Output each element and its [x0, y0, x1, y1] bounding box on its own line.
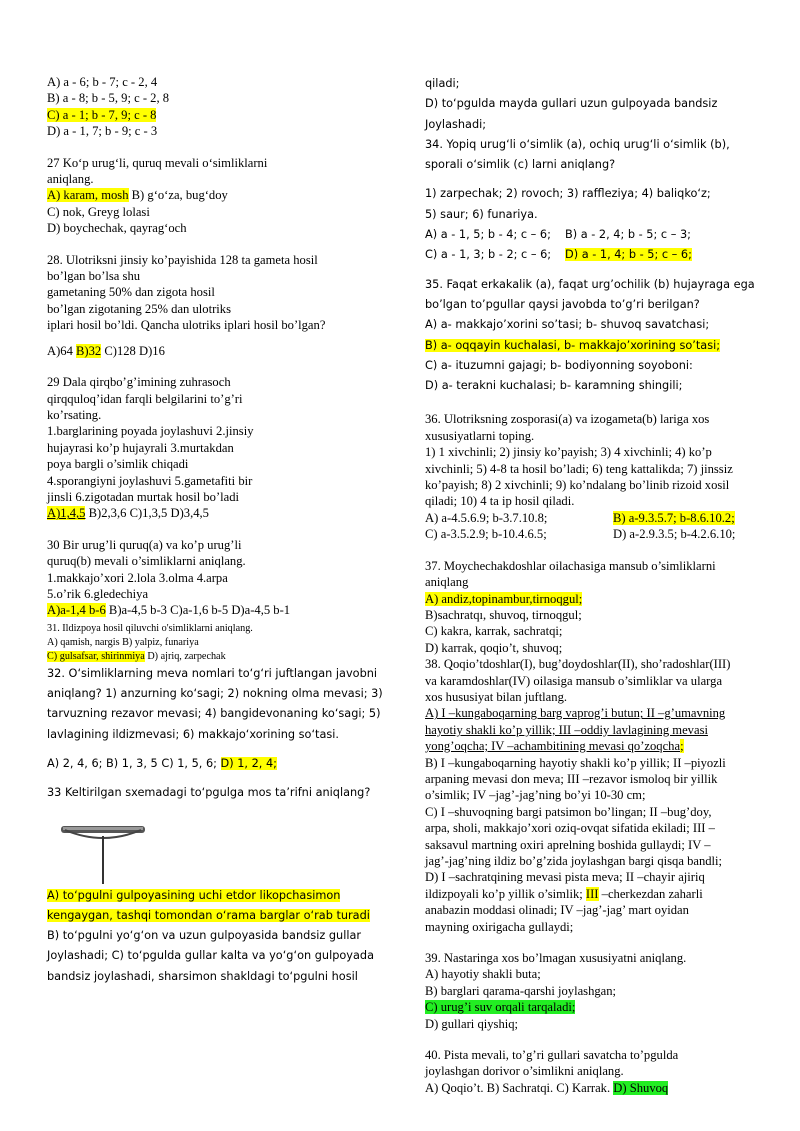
- option-d: D) boychechak, qayrag‘och: [47, 221, 187, 236]
- question-text: xivchinli; 5) 4-8 ta hosil bo’ladi; 6) teng kattalikda; 7) jinssiz: [425, 461, 733, 476]
- option-d-cont: –cherkezdan zaharli: [598, 886, 703, 901]
- option-b: B) barglari qarama-qarshi joylashgan;: [425, 983, 617, 998]
- option-a-answer: A)a-1,4 b-6: [47, 603, 106, 618]
- question-text: xos hususiyat bilan juftlang.: [425, 689, 568, 704]
- option-c: C) a - 1, 3; b - 2; c – 6;: [425, 248, 552, 262]
- question-34-text: 34. Yopiq urug‘li o‘simlik (a), ochiq urug‘li o‘simlik (b),: [425, 137, 730, 151]
- options-a-b: A) qamish, nargis B) yalpiz, funariya: [47, 636, 199, 648]
- question-text: tarvuzning rezavor mevasi; 4) bangidevonaning ko‘sagi; 5): [47, 707, 381, 721]
- question-33-continued: [425, 74, 775, 266]
- option-a-answer: A) I –kungaboqarning barg vaprog’i butun; II –g’umavning: [425, 706, 726, 721]
- question-text: 39. Nastaringa xos bo’lmagan xususiyatni aniqlang.: [425, 951, 687, 966]
- question-38: [425, 656, 775, 935]
- question-text: 28. Ulotriksni jinsiy ko’payishida 128 ta gameta hosil: [47, 252, 318, 267]
- question-text: 40. Pista mevali, to’g’ri gullari savatcha to’pgulda: [425, 1048, 679, 1063]
- question-32: [47, 664, 402, 774]
- question-text: 29 Dala qirqbo’g’imining zuhrasoch: [47, 375, 231, 390]
- question-text: 30 Bir urug’li quruq(a) va ko’p urug’li: [47, 537, 242, 552]
- question-text: 32. O‘simliklarning meva nomlari to‘g‘ri juftlangan javobni: [47, 666, 378, 680]
- option-b-cont: arpaning mevasi don meva; III –rezavor ismoloq bir yillik: [425, 771, 718, 786]
- question-39: [425, 950, 775, 1032]
- question-text: poya bargli o’simlik chiqadi: [47, 457, 189, 472]
- question-text: 37. Moychechakdoshlar oilachasiga mansub o’simliklarni: [425, 558, 716, 573]
- option-c-cont: jag’-jag’ning ildiz bo’g’zida joylashgan bargi qisqa bandli;: [425, 854, 723, 869]
- question-text: va karamdoshlar(IV) oilasiga mansub o’simliklar va ularga: [425, 673, 723, 688]
- option-c: C) a-3.5.2.9; b-10.4.6.5;: [425, 527, 547, 542]
- option-a: A) a-4.5.6.9; b-3.7.10.8;: [425, 510, 548, 525]
- question-text: bo’lgan bo’lsa shu: [47, 269, 141, 284]
- option-d: D) karrak, qoqio’t, shuvoq;: [425, 640, 563, 655]
- option-b-cont: o’simlik; IV –jag’-jag’ning bo’yi 10-30 cm;: [425, 788, 646, 803]
- option-a: A) a - 6; b - 7; c - 2, 4: [47, 75, 158, 89]
- question-35: [425, 275, 775, 397]
- question-40: [425, 1047, 775, 1096]
- question-text: qirqquloq’idan farqli belgilarini to’g’ri: [47, 391, 243, 406]
- question-text: gametaning 50% dan zigota hosil: [47, 285, 215, 300]
- right-column: [425, 74, 775, 1096]
- question-text: lavlagining ildizmevasi; 6) makkajo‘xorining so‘tasi.: [47, 727, 340, 741]
- question-text: 35. Faqat erkakalik (a), faqat urg’ochilik (b) hujayraga ega: [425, 277, 755, 291]
- option-c-cont: qiladi;: [425, 77, 460, 90]
- left-column: [47, 74, 402, 987]
- option-b: B) a - 8; b - 5, 9; c - 2, 8: [47, 91, 170, 106]
- answer-mark: ;: [680, 739, 684, 754]
- option-b: B) to‘pgulni yo‘g‘on va uzun gulpoyasida bandsiz gullar: [47, 929, 362, 943]
- option-d: D) a - 1, 7; b - 9; c - 3: [47, 124, 158, 139]
- question-text: ko’rsating.: [47, 407, 102, 422]
- question-text: quruq(b) mevali o’simliklarni aniqlang.: [47, 554, 246, 569]
- option-a: A)64: [47, 343, 77, 358]
- question-text: joylashgan dorivor o’simlikni aniqlang.: [425, 1064, 624, 1079]
- option-b: B) g‘o‘za, bug‘doy: [128, 188, 228, 203]
- option-a: A) hayotiy shakli buta;: [425, 967, 541, 982]
- option-d-cont: Joylashadi;: [425, 117, 487, 131]
- option-c-answer: C) a - 1; b - 7, 9; c - 8: [47, 107, 157, 122]
- option-b-answer: B)32: [76, 343, 102, 358]
- question-text: ko’payish; 8) 2 xivchinli; 9) ko’ndalang bo’linib rizoid xosil: [425, 478, 730, 493]
- question-text: 5.o’rik 6.gledechiya: [47, 586, 149, 601]
- option-d: D) I –sachratqining mevasi pista meva; II –chayir ajiriq: [425, 870, 705, 885]
- option-a: A) a - 1, 5; b - 4; c – 6;: [425, 228, 551, 242]
- question-33: [47, 783, 402, 987]
- options-c-d: C)128 D)16: [101, 343, 165, 358]
- question-text: aniqlang: [425, 575, 469, 590]
- option-d: D) to‘pgulda mayda gullari uzun gulpoyada bandsiz: [425, 97, 718, 111]
- option-b: B)sachratqı, shuvoq, tirnoqgul;: [425, 607, 582, 622]
- question-34-items: 1) zarpechak; 2) rovoch; 3) raffleziya; 4) baliqko‘z;: [425, 187, 711, 201]
- option-c: C) kakra, karrak, sachratqi;: [425, 624, 563, 639]
- inflorescence-diagram: [47, 806, 402, 886]
- question-text: bo’lgan zigotaning 25% dan ulotriks: [47, 301, 231, 316]
- question-text: iplari hosil bo’ldi. Qancha ulotriks iplari hosil bo’lgan?: [47, 318, 326, 333]
- option-b-answer: B) a-9.3.5.7; b-8.6.10.2;: [613, 510, 735, 525]
- option-d: D) ajriq, zarpechak: [144, 650, 226, 662]
- question-34-items: 5) saur; 6) funariya.: [425, 207, 538, 221]
- question-text: 4.sporangiyni joylashuvi 5.gametafiti bir: [47, 473, 253, 488]
- option-a-answer-end: yong’oqcha; IV –achambitining mevasi qo’zoqcha: [425, 739, 681, 754]
- option-d: D) a-2.9.3.5; b-4.2.6.10;: [613, 527, 736, 542]
- option-a-answer: A)1,4,5: [47, 506, 86, 521]
- option-a-answer: A) karam, mosh: [47, 188, 129, 203]
- question-text: jinsli 6.zigotadan murtak hosil bo’ladi: [47, 489, 240, 504]
- option-b: B) a - 2, 4; b - 5; c – 3;: [565, 228, 691, 242]
- question-text: 36. Ulotriksning zosporasi(a) va izogameta(b) lariga xos: [425, 412, 710, 427]
- option-c-cont: saksavul martning oxiri aprelning boshida gullaydi; IV –: [425, 837, 711, 852]
- question-27: [47, 155, 402, 237]
- question-text: 33 Keltirilgan sxemadagi to‘pgulga mos ta’rifni aniqlang?: [47, 786, 371, 800]
- question-text: qiladi; 10) 4 ta ip hosil qiladi.: [425, 494, 575, 509]
- option-d: D) gullari qiyshiq;: [425, 1016, 519, 1031]
- option-a-answer-cont: kengaygan, tashqi tomondan o‘rama barglar o‘rab turadi: [47, 908, 370, 922]
- question-36: [425, 411, 775, 542]
- question-37: [425, 558, 775, 656]
- option-a: A) a- makkajo’xorini so’tasi; b- shuvoq savatchasi;: [425, 318, 710, 332]
- option-d-answer: D) Shuvoq: [613, 1080, 669, 1095]
- question-text: aniqlang.: [47, 172, 94, 187]
- question-text: 31. Ildizpoya hosil qiluvchi o'simliklarni aniqlang.: [47, 622, 253, 634]
- question-text: 1.barglarining poyada joylashuvi 2.jinsiy: [47, 424, 254, 439]
- question-28: [47, 252, 402, 359]
- question-text: 1) 1 xivchinli; 2) jinsiy ko’payish; 3) 4 xivchinli; 4) ko’p: [425, 445, 712, 460]
- question-text: 1.makkajo’xori 2.lola 3.olma 4.arpa: [47, 570, 228, 585]
- option-c: bandsiz joylashadi, sharsimon shakldagi to‘pgulni hosil: [47, 969, 358, 983]
- question-text: 27 Ko‘p urug‘li, quruq mevali o‘simliklarni: [47, 155, 268, 170]
- option-b: B) I –kungaboqarning hayotiy shakli ko’p yillik; II –piyozli: [425, 755, 726, 770]
- options-a-c: A) 2, 4, 6; B) 1, 3, 5 C) 1, 5, 6;: [47, 756, 221, 770]
- options-b-d: B)2,3,6 C)1,3,5 D)3,4,5: [85, 506, 209, 521]
- question-31: [47, 622, 402, 664]
- option-d: D) a- terakni kuchalasi; b- karamning shingili;: [425, 379, 683, 393]
- question-26-options: [47, 74, 402, 140]
- option-c-answer: C) gulsafsar, shirinmiya: [47, 650, 145, 662]
- option-b-answer: B) a- oqqayin kuchalasi, b- makkajo’xorining so’tasi;: [425, 338, 721, 352]
- option-a-answer-cont: hayotiy shakli ko’p yillik; III –oddiy lavlagining mevasi: [425, 722, 708, 737]
- option-d-cont: ildizpoyali ko’p yillik o’simlik;: [425, 886, 586, 901]
- question-30: [47, 537, 402, 619]
- option-c: C) I –shuvoqning bargi patsimon bo’lingan; II –bug’doy,: [425, 804, 712, 819]
- question-34-text: sporali o‘simlik (c) larni aniqlang?: [425, 158, 616, 172]
- option-d-cont: anabazin moddasi olinadi; IV –jag’-jag’ mart oyidan: [425, 903, 689, 918]
- option-b-c: Joylashadi; C) to‘pgulda gullar kalta va yo‘g‘on gulpoyada: [47, 949, 374, 963]
- question-text: aniqlang? 1) anzurning ko‘sagi; 2) nokning olma mevasi; 3): [47, 687, 383, 701]
- option-d-answer: D) 1, 2, 4;: [220, 756, 277, 770]
- option-d-cont: mayning oxirigacha gullaydi;: [425, 919, 574, 934]
- question-text: xususiyatlarni toping.: [425, 428, 535, 443]
- question-29: [47, 374, 402, 522]
- question-text: 38. Qoqio’tdoshlar(I), bug’doydoshlar(II), sho’radoshlar(III): [425, 657, 731, 672]
- option-c-answer: C) urug’i suv orqali tarqaladi;: [425, 1000, 576, 1015]
- question-text: hujayrasi ko’p hujayrali 3.murtakdan: [47, 440, 234, 455]
- highlighted-numeral: III: [585, 886, 599, 901]
- option-c: C) nok, Greyg lolasi: [47, 204, 150, 219]
- option-a-answer: A) andiz,topinambur,tirnoqgul;: [425, 591, 583, 606]
- option-d-answer: D) a - 1, 4; b - 5; c – 6;: [565, 248, 692, 262]
- option-c-cont: arpa, sholi, makkajo’xori oziq-ovqat sifatida ekiladi; III –: [425, 821, 715, 836]
- options-a-c: A) Qoqio’t. B) Sachratqi. C) Karrak.: [425, 1080, 614, 1095]
- option-c: C) a- ituzumni gajagi; b- bodiyonning soyoboni:: [425, 358, 693, 372]
- option-a-answer: A) to‘pgulni gulpoyasining uchi etdor likopchasimon: [47, 888, 341, 902]
- inflorescence-scheme-image: [59, 806, 159, 886]
- question-text: bo’lgan to’pgullar qaysi javobda to’g’ri berilgan?: [425, 297, 700, 311]
- options-b-d: B)a-4,5 b-3 C)a-1,6 b-5 D)a-4,5 b-1: [105, 603, 291, 618]
